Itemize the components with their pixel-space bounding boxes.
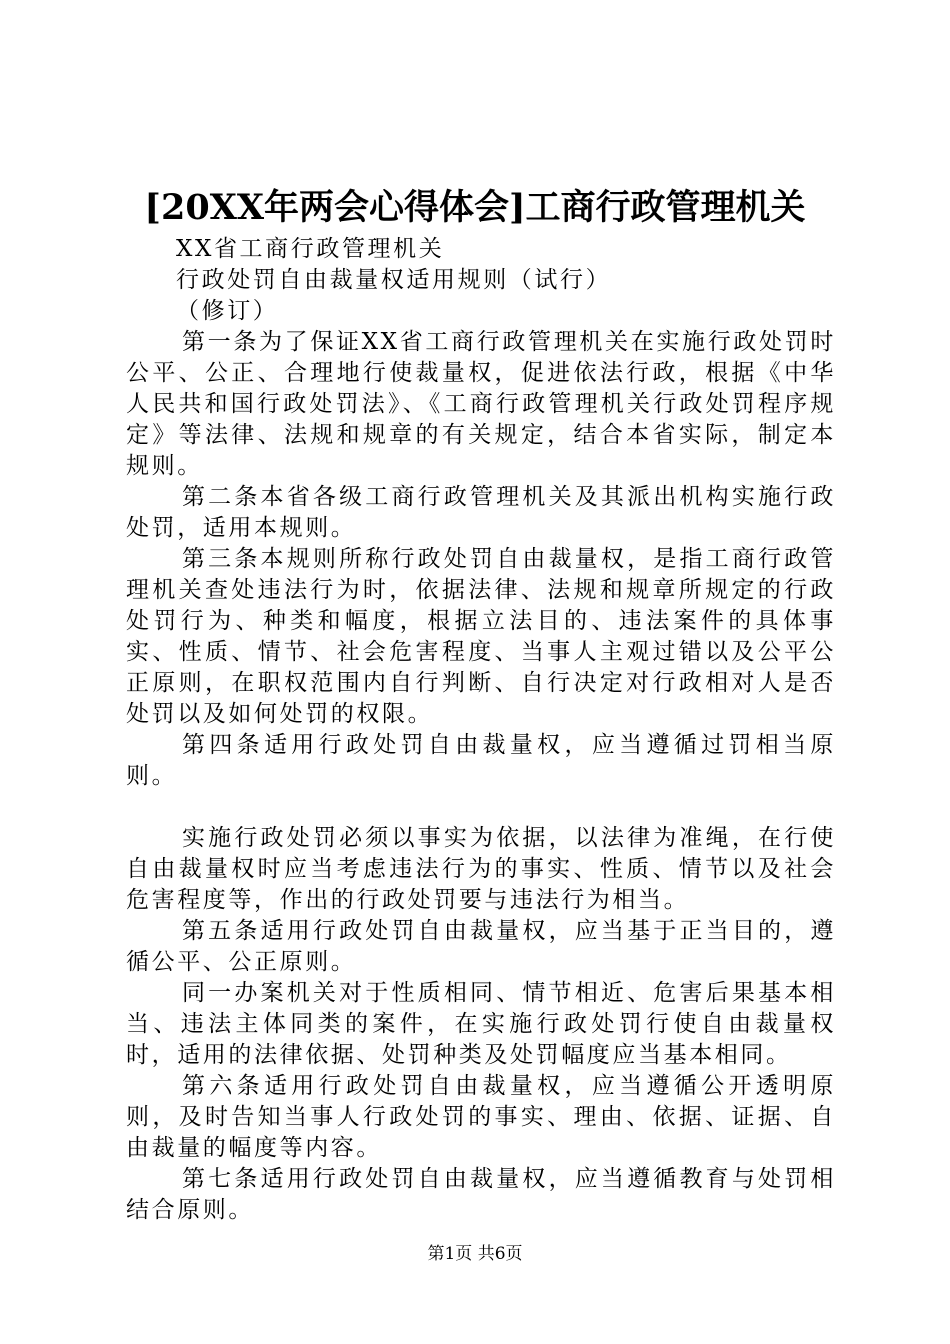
subtitle-line: XX省工商行政管理机关 bbox=[176, 236, 445, 262]
subtitle-line: （修订） bbox=[176, 298, 279, 324]
article-paragraph: 实施行政处罚必须以事实为依据，以法律为准绳，在行使自由裁量权时应当考虑违法行为的事实、性质、情节以及社会危害程度等，作出的行政处罚要与违法行为相当。 bbox=[126, 825, 836, 913]
article-paragraph: 同一办案机关对于性质相同、情节相近、危害后果基本相当、违法主体同类的案件，在实施行政处罚行使自由裁量权时，适用的法律依据、处罚种类及处罚幅度应当基本相同。 bbox=[126, 980, 836, 1068]
article-paragraph: 第一条为了保证XX省工商行政管理机关在实施行政处罚时公平、公正、合理地行使裁量权，促进依法行政，根据《中华人民共和国行政处罚法》、《工商行政管理机关行政处罚程序规定》等法律、法规和规章的有关规定，结合本省实际，制定本规则。 bbox=[126, 329, 836, 479]
document-title: [20XX年两会心得体会]工商行政管理机关 bbox=[144, 187, 806, 228]
subtitle-line: 行政处罚自由裁量权适用规则（试行） bbox=[176, 267, 612, 293]
article-paragraph: 第五条适用行政处罚自由裁量权，应当基于正当目的，遵循公平、公正原则。 bbox=[126, 918, 836, 975]
article-paragraph: 第四条适用行政处罚自由裁量权，应当遵循过罚相当原则。 bbox=[126, 732, 836, 789]
article-paragraph: 第七条适用行政处罚自由裁量权，应当遵循教育与处罚相结合原则。 bbox=[126, 1166, 836, 1223]
document-body bbox=[126, 234, 836, 1226]
article-paragraph: 第三条本规则所称行政处罚自由裁量权，是指工商行政管理机关查处违法行为时，依据法律、法规和规章所规定的行政处罚行为、种类和幅度，根据立法目的、违法案件的具体事实、性质、情节、社会危害程度、当事人主观过错以及公平公正原则，在职权范围内自行判断、自行决定对行政相对人是否处罚以及如何处罚的权限。 bbox=[126, 546, 836, 727]
article-paragraph: 第二条本省各级工商行政管理机关及其派出机构实施行政处罚，适用本规则。 bbox=[126, 484, 836, 541]
blank-line bbox=[126, 792, 836, 823]
page-footer: 第1页 共6页 bbox=[427, 1244, 523, 1264]
article-paragraph: 第六条适用行政处罚自由裁量权，应当遵循公开透明原则，及时告知当事人行政处罚的事实、理由、依据、证据、自由裁量的幅度等内容。 bbox=[126, 1073, 836, 1161]
